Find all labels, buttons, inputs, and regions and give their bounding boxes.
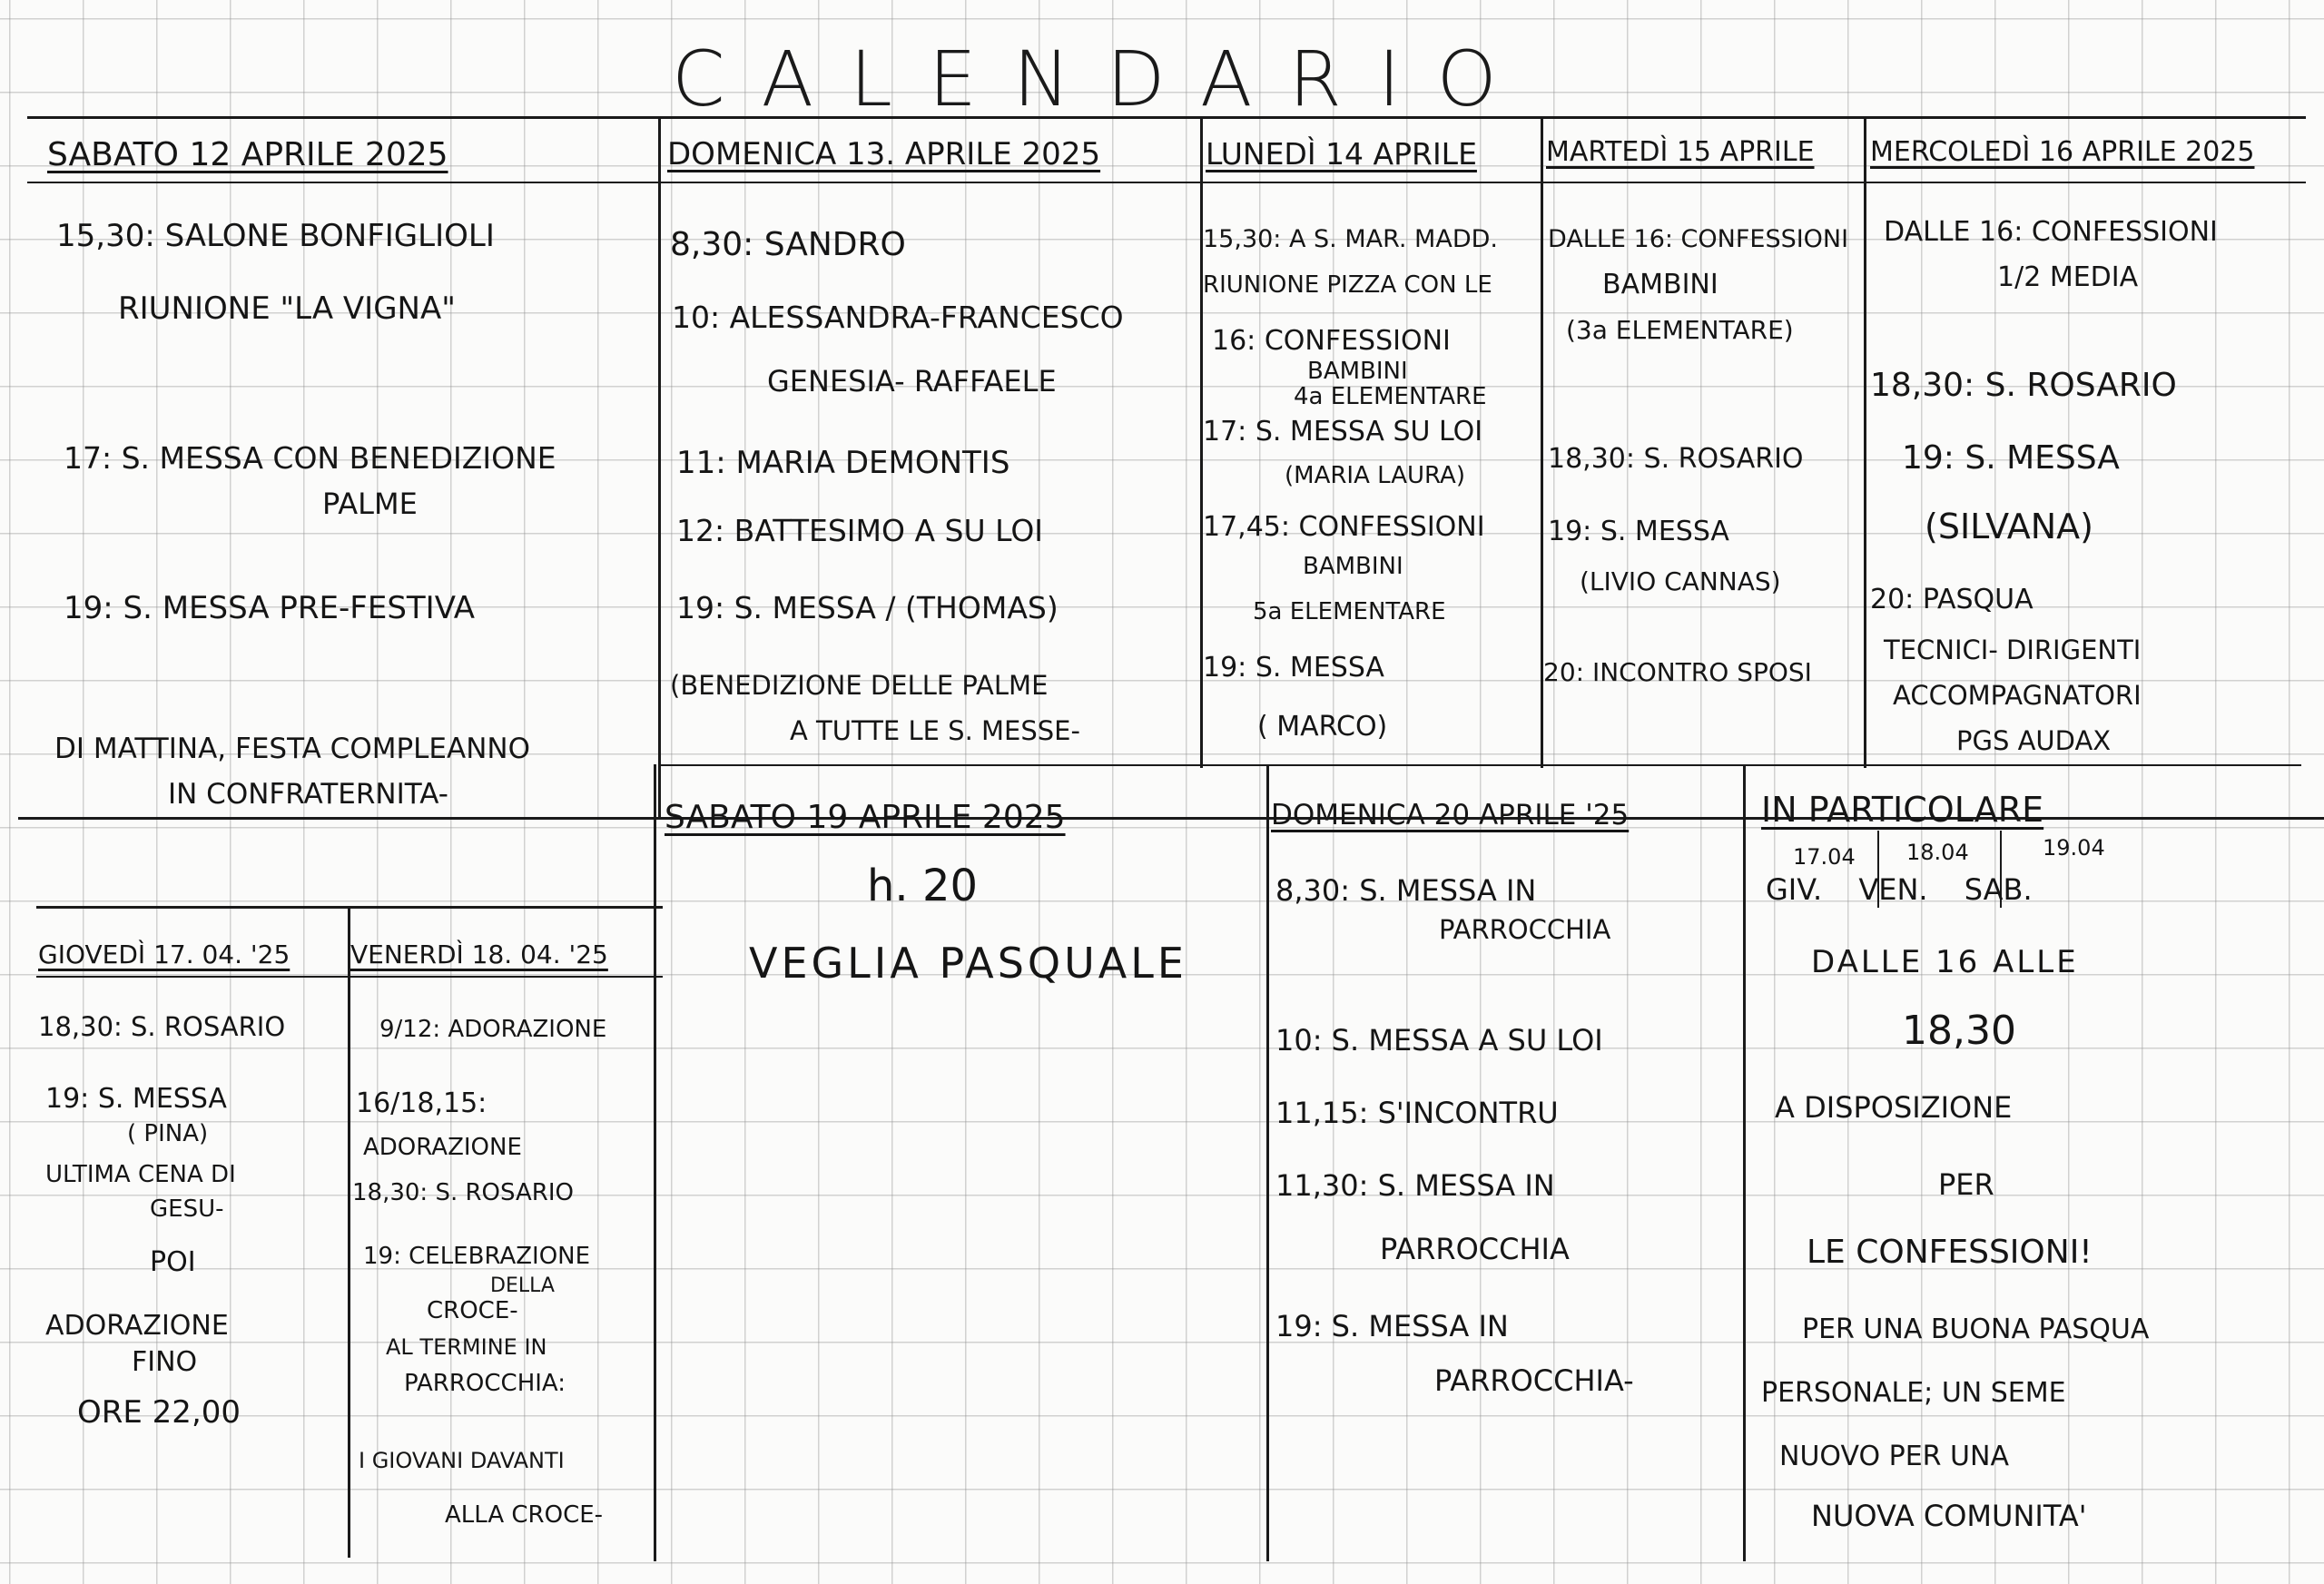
venerdi18-line: I GIOVANI DAVANTI <box>359 1448 565 1473</box>
header-sabato-19: SABATO 19 APRILE 2025 <box>665 799 1066 836</box>
divider-tue-wed <box>1864 116 1866 768</box>
particolare-line: PERSONALE; UN SEME <box>1761 1377 2066 1409</box>
mercoledi16-line: PGS AUDAX <box>1956 725 2112 756</box>
domenica20-line: 11,15: S'INCONTRU <box>1275 1096 1559 1130</box>
header-venerdi-18: VENERDÌ 18. 04. '25 <box>350 940 608 969</box>
mercoledi16-line: 19: S. MESSA <box>1902 439 2120 477</box>
mercoledi16-line: TECNICI- DIRIGENTI <box>1884 635 2142 665</box>
giovedi17-line: ADORAZIONE <box>45 1310 229 1342</box>
lunedi14-line: 15,30: A S. MAR. MADD. <box>1203 225 1498 253</box>
divider-sat-sun2 <box>1266 764 1269 1561</box>
sabato19-event: VEGLIA PASQUALE <box>749 939 1187 988</box>
giovedi17-line: FINO <box>132 1346 198 1378</box>
martedi15-line: 18,30: S. ROSARIO <box>1548 443 1804 475</box>
domenica13-line: 12: BATTESIMO A SU LOI <box>676 513 1044 548</box>
venerdi18-line: 16/18,15: <box>356 1087 487 1119</box>
domenica20-line: 10: S. MESSA A SU LOI <box>1275 1023 1603 1058</box>
venerdi18-line: 19: CELEBRAZIONE <box>363 1243 591 1270</box>
sabato12-line: IN CONFRATERNITA- <box>168 778 448 811</box>
domenica13-line: 10: ALESSANDRA-FRANCESCO <box>672 300 1124 335</box>
header-sabato-12: SABATO 12 APRILE 2025 <box>47 136 448 173</box>
martedi15-line: (3a ELEMENTARE) <box>1566 315 1794 345</box>
domenica20-line: PARROCCHIA <box>1380 1232 1570 1266</box>
giovedi17-line: POI <box>150 1246 196 1278</box>
particolare-date-17: 17.04 <box>1793 844 1856 870</box>
domenica20-line: 19: S. MESSA IN <box>1275 1309 1509 1343</box>
particolare-days: GIV. VEN. SAB. <box>1766 872 2033 907</box>
sabato19-time: h. 20 <box>867 861 979 911</box>
header-mercoledi-16: MERCOLEDÌ 16 APRILE 2025 <box>1870 136 2255 168</box>
sabato12-line: 19: S. MESSA PRE-FESTIVA <box>64 590 476 626</box>
lunedi14-line: 4a ELEMENTARE <box>1294 383 1487 410</box>
mercoledi16-line: ACCOMPAGNATORI <box>1893 680 2142 711</box>
giovedi17-line: ( PINA) <box>127 1120 209 1147</box>
mercoledi16-line: DALLE 16: CONFESSIONI <box>1884 216 2218 248</box>
domenica13-line: 8,30: SANDRO <box>670 226 906 263</box>
lunedi14-line: BAMBINI <box>1307 358 1408 385</box>
domenica13-line: A TUTTE LE S. MESSE- <box>790 715 1080 746</box>
mercoledi16-line: (SILVANA) <box>1925 507 2093 546</box>
domenica20-line: 11,30: S. MESSA IN <box>1275 1168 1555 1203</box>
divider-thu-fri <box>348 906 350 1558</box>
lunedi14-line: RIUNIONE PIZZA CON LE <box>1203 271 1492 299</box>
week1-header-rule <box>27 182 2306 183</box>
divider-sun-part <box>1743 764 1746 1561</box>
particolare-date-18: 18.04 <box>1906 840 1969 865</box>
martedi15-line: 20: INCONTRO SPOSI <box>1543 657 1812 687</box>
giovedi17-line: ULTIMA CENA DI <box>45 1161 236 1188</box>
header-in-particolare: IN PARTICOLARE <box>1761 790 2044 830</box>
giovedi17-line: ORE 22,00 <box>77 1394 241 1431</box>
venerdi18-line: 18,30: S. ROSARIO <box>352 1179 574 1206</box>
lunedi14-line: 17,45: CONFESSIONI <box>1203 511 1485 543</box>
header-martedi-15: MARTEDÌ 15 APRILE <box>1546 136 1815 168</box>
domenica20-line: PARROCCHIA- <box>1434 1363 1634 1398</box>
venerdi18-line: 9/12: ADORAZIONE <box>379 1016 607 1043</box>
sabato12-line: DI MATTINA, FESTA COMPLEANNO <box>54 733 531 765</box>
mercoledi16-line: 1/2 MEDIA <box>1997 261 2139 293</box>
header-domenica-20: DOMENICA 20 APRILE '25 <box>1271 799 1630 831</box>
lunedi14-line: 16: CONFESSIONI <box>1212 325 1451 357</box>
giovedi17-line: 19: S. MESSA <box>45 1083 227 1115</box>
lunedi14-line: ( MARCO) <box>1257 711 1388 743</box>
particolare-line: 18,30 <box>1902 1008 2016 1054</box>
particolare-line: NUOVA COMUNITA' <box>1811 1499 2087 1533</box>
mercoledi16-line: 18,30: S. ROSARIO <box>1870 367 2177 404</box>
mercoledi16-line: 20: PASQUA <box>1870 584 2034 615</box>
page-title: CALENDARIO <box>672 34 1533 123</box>
particolare-line: PER <box>1938 1167 1994 1202</box>
particolare-line: DALLE 16 ALLE <box>1811 944 2079 980</box>
sabato12-line: 17: S. MESSA CON BENEDIZIONE <box>64 440 556 476</box>
domenica13-line: GENESIA- RAFFAELE <box>767 364 1057 398</box>
divider-fri-sat <box>654 764 656 1561</box>
header-domenica-13: DOMENICA 13. APRILE 2025 <box>667 136 1101 172</box>
giovedi17-line: GESU- <box>150 1195 224 1223</box>
domenica13-line: 11: MARIA DEMONTIS <box>676 445 1010 481</box>
lunedi14-line: (MARIA LAURA) <box>1285 462 1465 489</box>
lunedi14-line: 19: S. MESSA <box>1203 652 1384 684</box>
header-lunedi-14: LUNEDÌ 14 APRILE <box>1206 136 1477 172</box>
header-giovedi-17: GIOVEDÌ 17. 04. '25 <box>38 940 290 969</box>
sabato12-line: PALME <box>322 487 418 521</box>
venerdi18-line: DELLA <box>490 1274 555 1297</box>
lunedi14-line: BAMBINI <box>1303 553 1403 580</box>
particolare-line: PER UNA BUONA PASQUA <box>1802 1313 2150 1345</box>
venerdi18-line: CROCE- <box>427 1297 518 1324</box>
venerdi18-line: AL TERMINE IN <box>386 1334 547 1360</box>
martedi15-line: BAMBINI <box>1602 269 1718 300</box>
domenica20-line: PARROCCHIA <box>1439 914 1611 945</box>
week2-right-header-rule <box>658 764 2301 766</box>
martedi15-line: DALLE 16: CONFESSIONI <box>1548 225 1849 253</box>
venerdi18-line: PARROCCHIA: <box>404 1370 566 1397</box>
lunedi14-line: 17: S. MESSA SU LOI <box>1203 416 1483 448</box>
particolare-line: A DISPOSIZIONE <box>1775 1090 2013 1125</box>
particolare-line: NUOVO PER UNA <box>1779 1441 2009 1472</box>
venerdi18-line: ALLA CROCE- <box>445 1501 604 1529</box>
martedi15-line: (LIVIO CANNAS) <box>1580 566 1781 596</box>
particolare-line: LE CONFESSIONI! <box>1807 1234 2093 1271</box>
martedi15-line: 19: S. MESSA <box>1548 516 1729 547</box>
venerdi18-line: ADORAZIONE <box>363 1134 522 1161</box>
particolare-date-19: 19.04 <box>2043 835 2105 861</box>
domenica20-line: 8,30: S. MESSA IN <box>1275 873 1537 908</box>
lunedi14-line: 5a ELEMENTARE <box>1253 598 1446 625</box>
sabato12-line: 15,30: SALONE BONFIGLIOLI <box>56 218 495 254</box>
domenica13-line: 19: S. MESSA / (THOMAS) <box>676 590 1059 625</box>
giovedi17-line: 18,30: S. ROSARIO <box>38 1011 286 1042</box>
divider-sat-sun <box>658 116 661 817</box>
domenica13-line: (BENEDIZIONE DELLE PALME <box>670 670 1049 701</box>
sabato12-line: RIUNIONE "LA VIGNA" <box>118 290 456 327</box>
